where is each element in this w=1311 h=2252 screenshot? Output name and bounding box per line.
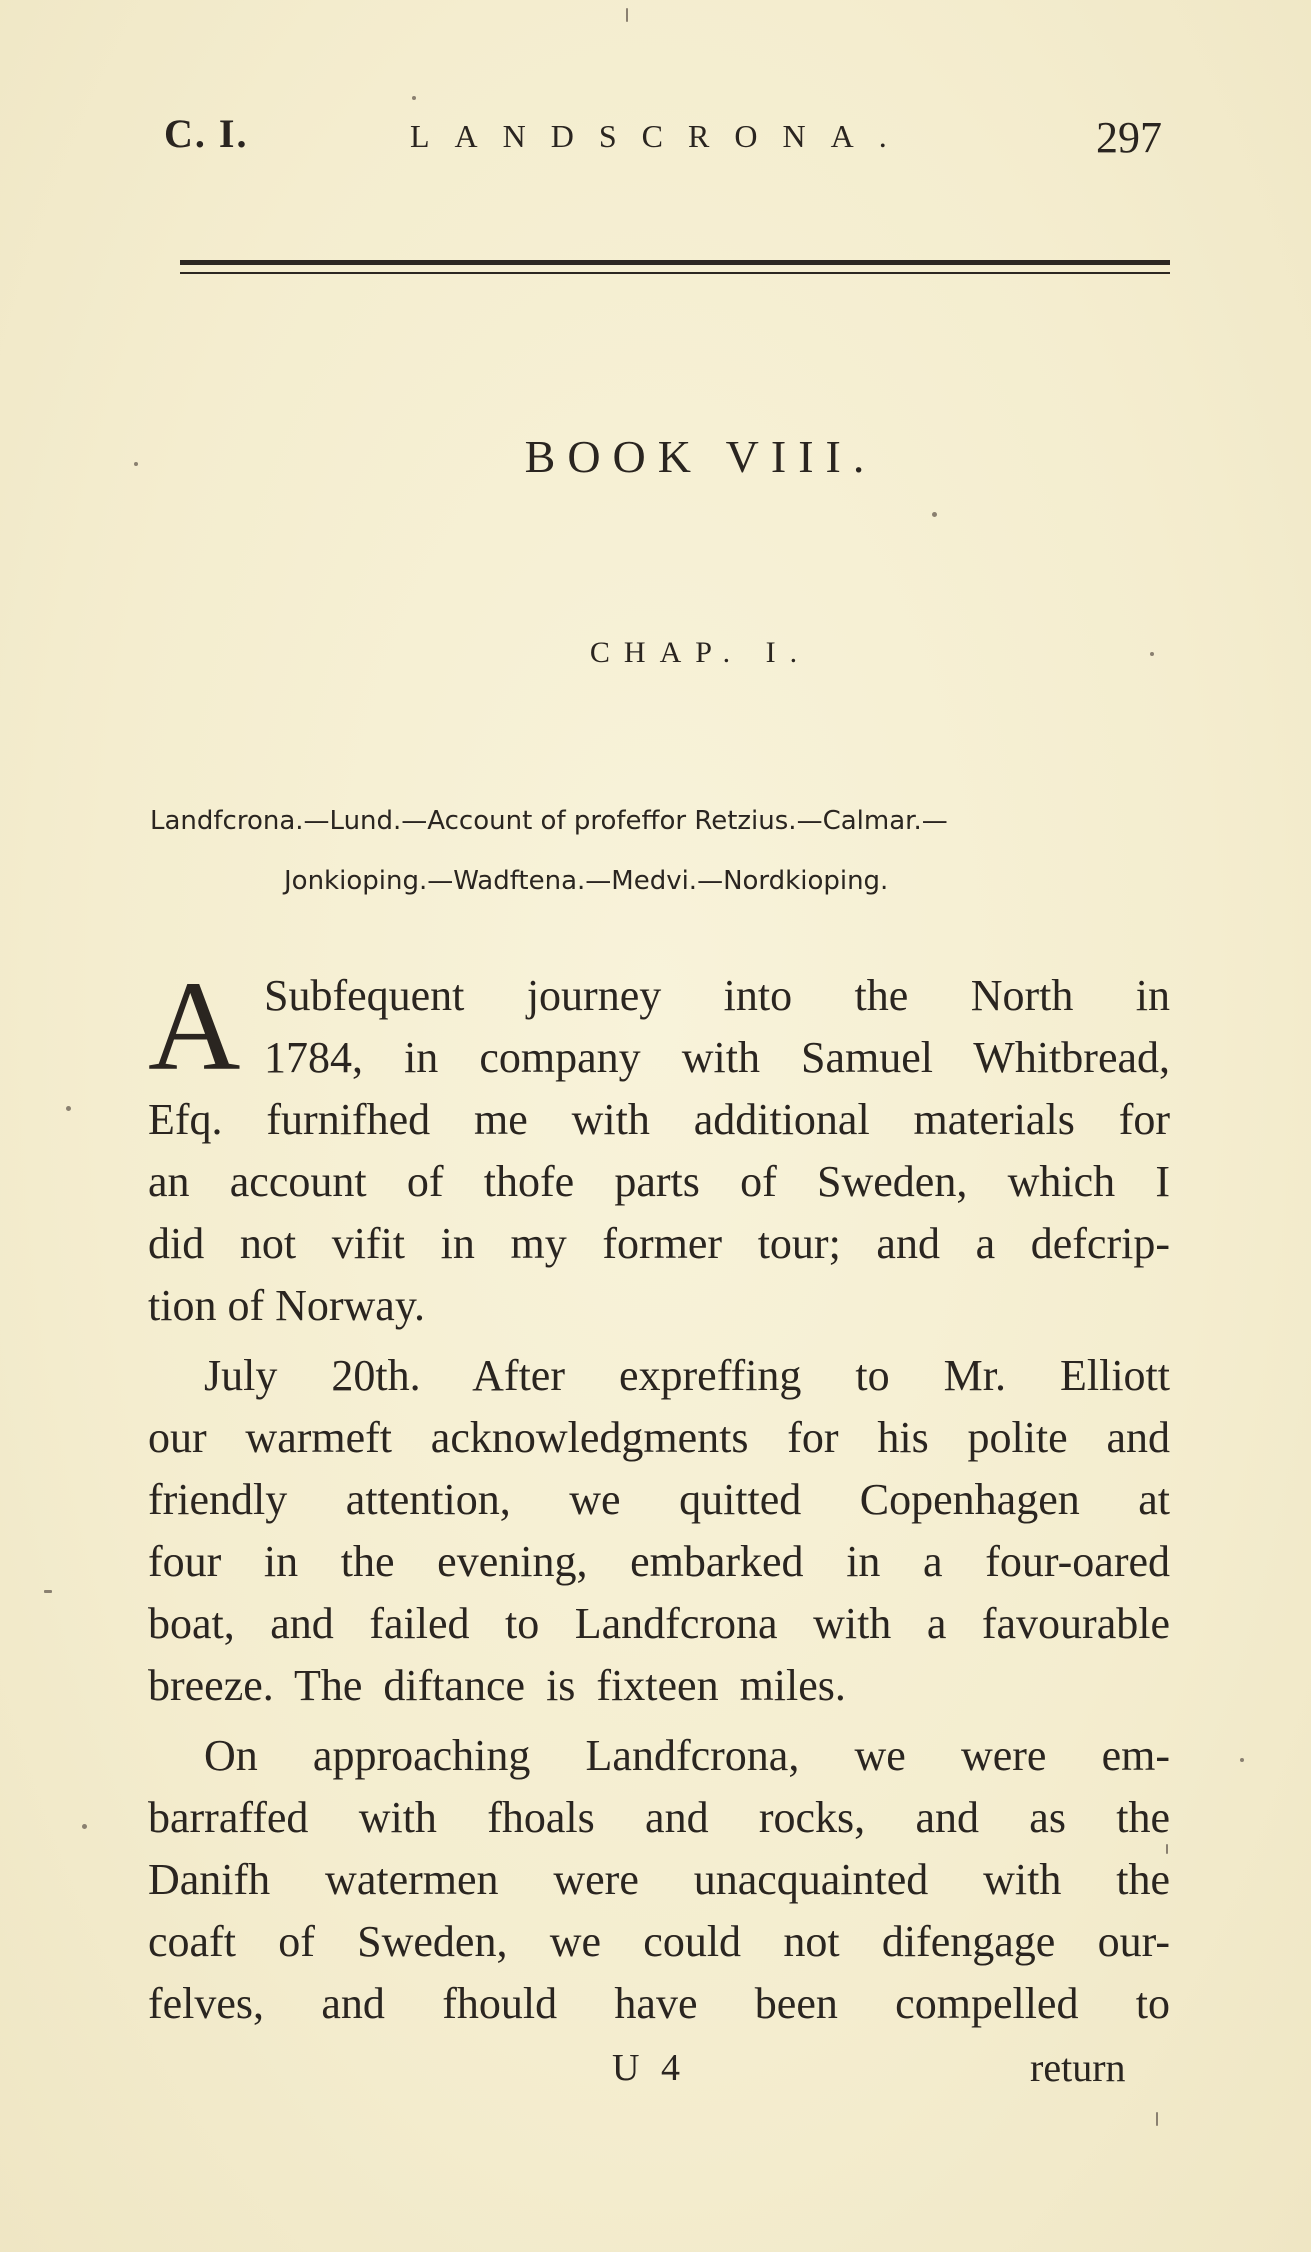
body-line: On approaching Landfcrona, we were em- xyxy=(204,1731,1170,1780)
book-title: BOOK VIII. xyxy=(524,431,877,482)
body-line: felves, and fhould have been compelled to xyxy=(148,1979,1170,2028)
body-line: an account of thofe parts of Sweden, which I xyxy=(148,1157,1170,1206)
body-line: boat, and failed to Landfcrona with a favourable xyxy=(148,1599,1170,1648)
body-line: July 20th. After expreffing to Mr. Elliott xyxy=(204,1351,1170,1400)
body-line: breeze. The diftance is fixteen miles. xyxy=(148,1661,846,1710)
paper-speck xyxy=(134,462,138,466)
body-line: Subfequent journey into the North in xyxy=(264,971,1170,1020)
paper-speck xyxy=(82,1824,87,1829)
chapter-summary-line-1: Landfcrona.—Lund.—Account of profeffor Retzius.—Calmar.— xyxy=(150,806,948,836)
paper-speck xyxy=(1150,652,1154,656)
body-line: our warmeft acknowledgments for his polite and xyxy=(148,1413,1170,1462)
header-rule-thick xyxy=(180,260,1170,265)
chapter-reference: C. I. xyxy=(164,111,249,156)
paper-speck xyxy=(626,8,628,22)
body-line: Efq. furnifhed me with additional materials for xyxy=(148,1095,1170,1144)
body-line: 1784, in company with Samuel Whitbread, xyxy=(264,1033,1170,1082)
chapter-summary-line-2: Jonkioping.—Wadftena.—Medvi.—Nordkioping. xyxy=(284,866,889,896)
paper-speck xyxy=(1240,1758,1244,1762)
paper-speck xyxy=(932,512,937,517)
body-line: four in the evening, embarked in a four-oared xyxy=(148,1537,1170,1586)
chapter-title: CHAP. I. xyxy=(589,636,812,669)
body-line: coaft of Sweden, we could not difengage our- xyxy=(148,1917,1170,1966)
body-line: did not vifit in my former tour; and a defcrip- xyxy=(148,1219,1170,1268)
catchword: return xyxy=(1030,2045,1126,2090)
paper-speck xyxy=(66,1106,71,1111)
body-line: Danifh watermen were unacquainted with the xyxy=(148,1855,1170,1904)
body-line: barraffed with fhoals and rocks, and as the xyxy=(148,1793,1170,1842)
header-rule-thin xyxy=(180,272,1170,274)
paper-speck xyxy=(44,1590,52,1593)
drop-cap: A xyxy=(148,955,241,1097)
page-number: 297 xyxy=(1096,113,1162,162)
body-line: friendly attention, we quitted Copenhagen at xyxy=(148,1475,1170,1524)
body-line: tion of Norway. xyxy=(148,1281,425,1330)
paper-speck xyxy=(1166,1844,1168,1854)
paper-speck xyxy=(1156,2112,1158,2126)
paper-speck xyxy=(412,96,416,100)
signature-mark: U 4 xyxy=(612,2047,686,2089)
running-title: LANDSCRONA. xyxy=(410,118,912,154)
